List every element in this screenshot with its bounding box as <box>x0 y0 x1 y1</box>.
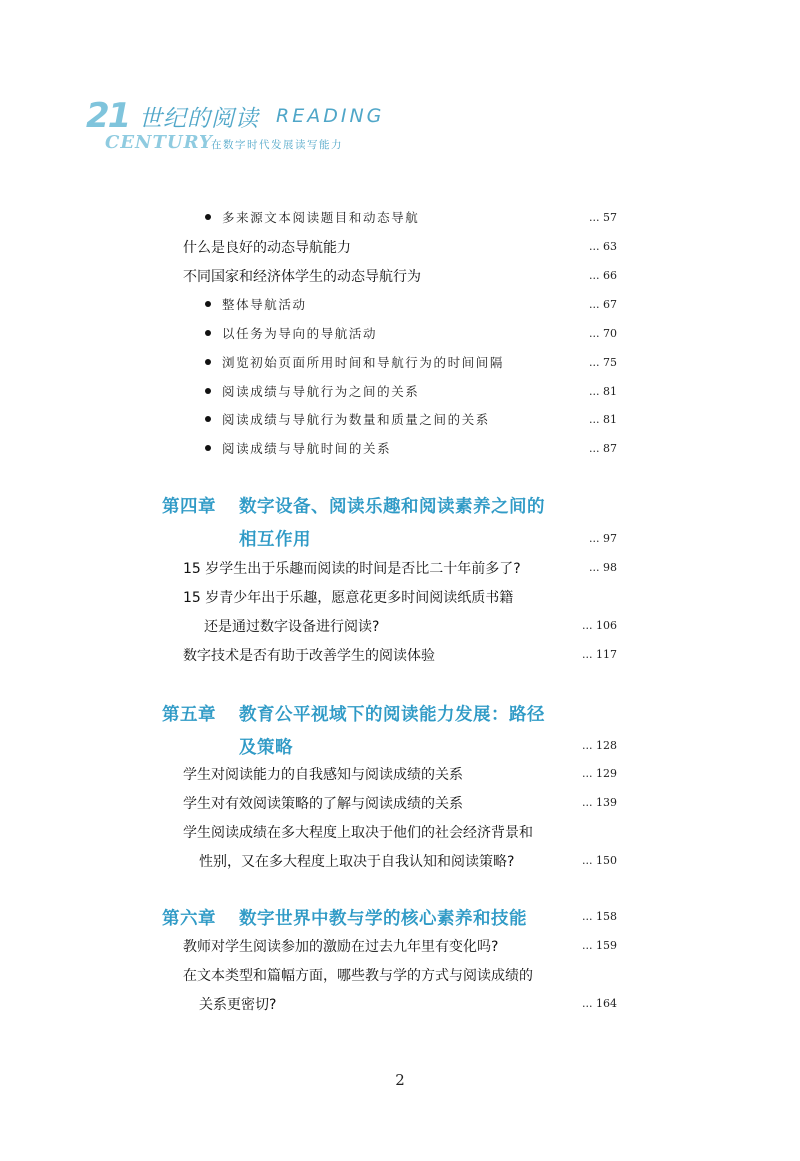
chapter-title[interactable]: 数字世界中教与学的核心素养和技能 <box>239 909 527 929</box>
toc-bullet-item[interactable]: 浏览初始页面所用时间和导航行为的时间间隔 <box>222 355 505 370</box>
toc-page-number: ... 81 <box>589 413 617 426</box>
bullet-icon <box>205 416 211 422</box>
logo-reading: READING <box>276 105 385 127</box>
toc-page-number: ... 129 <box>582 767 617 780</box>
toc-bullet-item[interactable]: 阅读成绩与导航行为之间的关系 <box>222 384 420 399</box>
toc-section-item-cont[interactable]: 性别，又在多大程度上取决于自我认知和阅读策略? <box>199 854 515 870</box>
toc-section-item[interactable]: 不同国家和经济体学生的动态导航行为 <box>183 269 421 285</box>
toc-page-number: ... 66 <box>589 269 617 282</box>
chapter-title[interactable]: 数字设备、阅读乐趣和阅读素养之间的 <box>239 497 545 517</box>
toc-page-number: ... 106 <box>582 619 617 632</box>
toc-page-number: ... 139 <box>582 796 617 809</box>
toc-page-number: ... 117 <box>582 648 617 661</box>
toc-section-item[interactable]: 什么是良好的动态导航能力 <box>183 240 351 256</box>
bullet-icon <box>205 359 211 365</box>
logo-subtitle: 在数字时代发展读写能力 <box>211 139 343 151</box>
toc-page-number: ... 57 <box>589 211 617 224</box>
chapter-label[interactable]: 第四章 <box>162 497 216 517</box>
toc-section-item[interactable]: 学生对有效阅读策略的了解与阅读成绩的关系 <box>183 796 463 812</box>
toc-section-item[interactable]: 学生对阅读能力的自我感知与阅读成绩的关系 <box>183 767 463 783</box>
toc-section-item[interactable]: 教师对学生阅读参加的激励在过去九年里有变化吗? <box>183 939 499 955</box>
toc-page-number: ... 70 <box>589 327 617 340</box>
toc-page-number: ... 128 <box>582 739 617 752</box>
toc-section-item[interactable]: 15 岁青少年出于乐趣，愿意花更多时间阅读纸质书籍 <box>183 590 514 606</box>
chapter-label[interactable]: 第六章 <box>162 909 216 929</box>
chapter-title-cont[interactable]: 及策略 <box>239 738 293 758</box>
bullet-icon <box>205 388 211 394</box>
toc-bullet-item[interactable]: 阅读成绩与导航行为数量和质量之间的关系 <box>222 412 490 427</box>
bullet-icon <box>205 330 211 336</box>
bullet-icon <box>205 301 211 307</box>
page-number: 2 <box>395 1071 405 1089</box>
toc-section-item-cont[interactable]: 还是通过数字设备进行阅读? <box>204 619 380 635</box>
toc-section-item[interactable]: 在文本类型和篇幅方面，哪些教与学的方式与阅读成绩的 <box>183 968 533 984</box>
chapter-label[interactable]: 第五章 <box>162 705 216 725</box>
toc-page-number: ... 81 <box>589 385 617 398</box>
toc-page-number: ... 87 <box>589 442 617 455</box>
book-series-logo <box>86 96 406 156</box>
toc-bullet-item[interactable]: 整体导航活动 <box>222 297 307 312</box>
toc-page-number: ... 159 <box>582 939 617 952</box>
logo-number: 21 <box>86 96 130 136</box>
toc-section-item-cont[interactable]: 关系更密切? <box>199 997 277 1013</box>
chapter-title[interactable]: 教育公平视域下的阅读能力发展：路径 <box>239 705 545 725</box>
bullet-icon <box>205 445 211 451</box>
toc-page-number: ... 67 <box>589 298 617 311</box>
toc-page-number: ... 75 <box>589 356 617 369</box>
toc-page-number: ... 63 <box>589 240 617 253</box>
toc-page-number: ... 150 <box>582 854 617 867</box>
chapter-title-cont[interactable]: 相互作用 <box>239 530 311 550</box>
bullet-icon <box>205 214 211 220</box>
toc-page-number: ... 97 <box>589 532 617 545</box>
toc-page-number: ... 158 <box>582 910 617 923</box>
logo-title: 世纪的阅读 <box>139 106 259 132</box>
toc-page-number: ... 164 <box>582 997 617 1010</box>
toc-bullet-item[interactable]: 以任务为导向的导航活动 <box>222 326 378 341</box>
toc-bullet-item[interactable]: 阅读成绩与导航时间的关系 <box>222 441 392 456</box>
logo-century: CENTURY <box>105 132 213 153</box>
toc-section-item[interactable]: 数字技术是否有助于改善学生的阅读体验 <box>183 648 435 664</box>
toc-page-number: ... 98 <box>589 561 617 574</box>
toc-section-item[interactable]: 学生阅读成绩在多大程度上取决于他们的社会经济背景和 <box>183 825 533 841</box>
toc-section-item[interactable]: 15 岁学生出于乐趣而阅读的时间是否比二十年前多了? <box>183 561 521 577</box>
toc-bullet-item[interactable]: 多来源文本阅读题目和动态导航 <box>222 210 420 225</box>
